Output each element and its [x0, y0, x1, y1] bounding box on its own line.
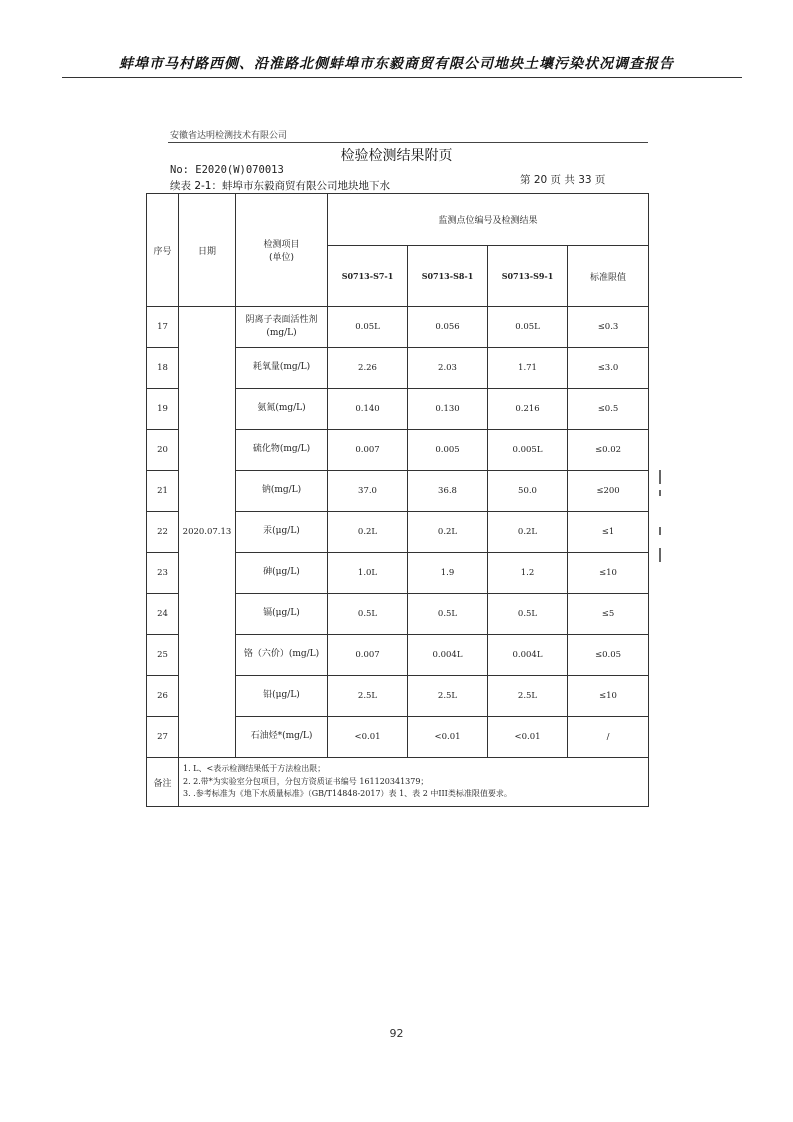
value-cell: 0.5L — [408, 594, 488, 635]
note-line: 3. .参考标准为《地下水质量标准》（GB/T14848-2017）表 1、表 2 中III类标准限值要求。 — [183, 789, 512, 799]
value-cell: 50.0 — [488, 471, 568, 512]
col-group-header: 监测点位编号及检测结果 — [328, 194, 649, 246]
col-unit-label: (单位) — [268, 253, 295, 263]
sample-id-header: S0713-S9-1 — [488, 246, 568, 307]
value-cell: 1.9 — [408, 553, 488, 594]
scan-mark — [659, 548, 661, 562]
limit-cell: ≤5 — [568, 594, 649, 635]
row-number-cell: 21 — [147, 471, 179, 512]
value-cell: 0.005 — [408, 430, 488, 471]
value-cell: 0.140 — [328, 389, 408, 430]
item-name: 石油烃*(mg/L) — [250, 731, 313, 742]
item-name: 钠(mg/L) — [261, 485, 302, 496]
limit-cell: ≤0.5 — [568, 389, 649, 430]
value-cell: 37.0 — [328, 471, 408, 512]
item-name: 铅(μg/L) — [263, 690, 300, 701]
item-cell — [236, 512, 328, 553]
value-cell: 0.056 — [408, 307, 488, 348]
item-name: 阴离子表面活性剂 — [245, 314, 318, 325]
item-cell — [236, 717, 328, 758]
value-cell: 0.05L — [328, 307, 408, 348]
row-number-cell: 24 — [147, 594, 179, 635]
sample-id-header: S0713-S7-1 — [328, 246, 408, 307]
limit-cell: ≤200 — [568, 471, 649, 512]
note-line: 2. 2.带*为实验室分包项目，分包方资质证书编号 161120341379； — [183, 776, 429, 786]
value-cell: 0.2L — [408, 512, 488, 553]
doc-title: 检验检测结果附页 — [340, 148, 453, 164]
limit-cell: / — [568, 717, 649, 758]
value-cell: 36.8 — [408, 471, 488, 512]
limit-cell: ≤10 — [568, 676, 649, 717]
row-number-cell: 23 — [147, 553, 179, 594]
report-number: No: E2020(W)070013 — [170, 164, 284, 176]
col-item-header — [236, 194, 328, 307]
item-cell — [236, 389, 328, 430]
item-unit: (mg/L) — [266, 328, 297, 338]
row-number-cell: 17 — [147, 307, 179, 348]
col-seq-header: 序号 — [147, 194, 179, 307]
note-line: 1. L、<表示检测结果低于方法检出限； — [183, 764, 326, 774]
row-number-cell: 26 — [147, 676, 179, 717]
scan-mark — [659, 470, 661, 484]
notes-cell — [179, 758, 649, 807]
table-body — [147, 307, 649, 758]
item-name: 铬（六价）(mg/L) — [243, 649, 320, 660]
value-cell: 1.2 — [488, 553, 568, 594]
item-cell — [236, 307, 328, 348]
value-cell: 0.2L — [328, 512, 408, 553]
limit-cell: ≤0.3 — [568, 307, 649, 348]
item-name: 耗氧量(mg/L) — [252, 362, 311, 373]
limit-cell: ≤1 — [568, 512, 649, 553]
limit-cell: ≤0.05 — [568, 635, 649, 676]
value-cell: 0.05L — [488, 307, 568, 348]
table-row — [147, 307, 649, 348]
report-header: 蚌埠市马村路西侧、沿淮路北侧蚌埠市东毅商贸有限公司地块土壤污染状况调查报告 — [119, 56, 674, 72]
item-name: 氨氮(mg/L) — [257, 403, 306, 414]
item-name: 砷(μg/L) — [263, 567, 300, 578]
page-number: 92 — [389, 1027, 404, 1040]
value-cell: 2.5L — [488, 676, 568, 717]
date-cell: 2020.07.13 — [179, 307, 236, 758]
lab-name: 安徽省达明检测技术有限公司 — [170, 131, 288, 141]
item-name: 汞(μg/L) — [263, 526, 300, 537]
item-name: 硫化物(mg/L) — [252, 444, 311, 455]
row-number-cell: 19 — [147, 389, 179, 430]
value-cell: 2.5L — [328, 676, 408, 717]
item-cell — [236, 430, 328, 471]
value-cell: 1.71 — [488, 348, 568, 389]
row-number-cell: 27 — [147, 717, 179, 758]
row-number-cell: 22 — [147, 512, 179, 553]
row-number-cell: 25 — [147, 635, 179, 676]
value-cell: 0.005L — [488, 430, 568, 471]
value-cell: <0.01 — [328, 717, 408, 758]
item-name: 镉(μg/L) — [263, 608, 300, 619]
col-date-header: 日期 — [179, 194, 236, 307]
limit-cell: ≤0.02 — [568, 430, 649, 471]
scan-mark — [659, 490, 661, 496]
row-number-cell: 18 — [147, 348, 179, 389]
item-cell — [236, 471, 328, 512]
value-cell: 0.130 — [408, 389, 488, 430]
value-cell: 0.5L — [488, 594, 568, 635]
col-item-label: 检测项目 — [263, 240, 300, 250]
item-cell — [236, 635, 328, 676]
lab-rule — [168, 142, 648, 143]
value-cell: 0.004L — [488, 635, 568, 676]
col-limit-header: 标准限值 — [568, 246, 649, 307]
notes-label: 备注 — [147, 758, 179, 807]
value-cell: 0.2L — [488, 512, 568, 553]
item-cell — [236, 553, 328, 594]
value-cell: 1.0L — [328, 553, 408, 594]
value-cell: 0.216 — [488, 389, 568, 430]
continued-table-title: 续表 2-1：蚌埠市东毅商贸有限公司地块地下水 — [170, 180, 390, 192]
header-rule — [62, 77, 742, 78]
scan-mark — [659, 527, 661, 535]
limit-cell: ≤10 — [568, 553, 649, 594]
results-table — [146, 193, 649, 807]
value-cell: 2.26 — [328, 348, 408, 389]
page-info: 第 20 页 共 33 页 — [520, 174, 606, 186]
item-cell — [236, 594, 328, 635]
row-number-cell: 20 — [147, 430, 179, 471]
value-cell: 0.5L — [328, 594, 408, 635]
limit-cell: ≤3.0 — [568, 348, 649, 389]
value-cell: 2.03 — [408, 348, 488, 389]
value-cell: 0.007 — [328, 635, 408, 676]
header-row-1 — [147, 194, 649, 246]
item-cell — [236, 348, 328, 389]
sample-id-header: S0713-S8-1 — [408, 246, 488, 307]
value-cell: 2.5L — [408, 676, 488, 717]
value-cell: 0.004L — [408, 635, 488, 676]
notes-row — [147, 758, 649, 807]
value-cell: <0.01 — [408, 717, 488, 758]
value-cell: 0.007 — [328, 430, 408, 471]
value-cell: <0.01 — [488, 717, 568, 758]
item-cell — [236, 676, 328, 717]
